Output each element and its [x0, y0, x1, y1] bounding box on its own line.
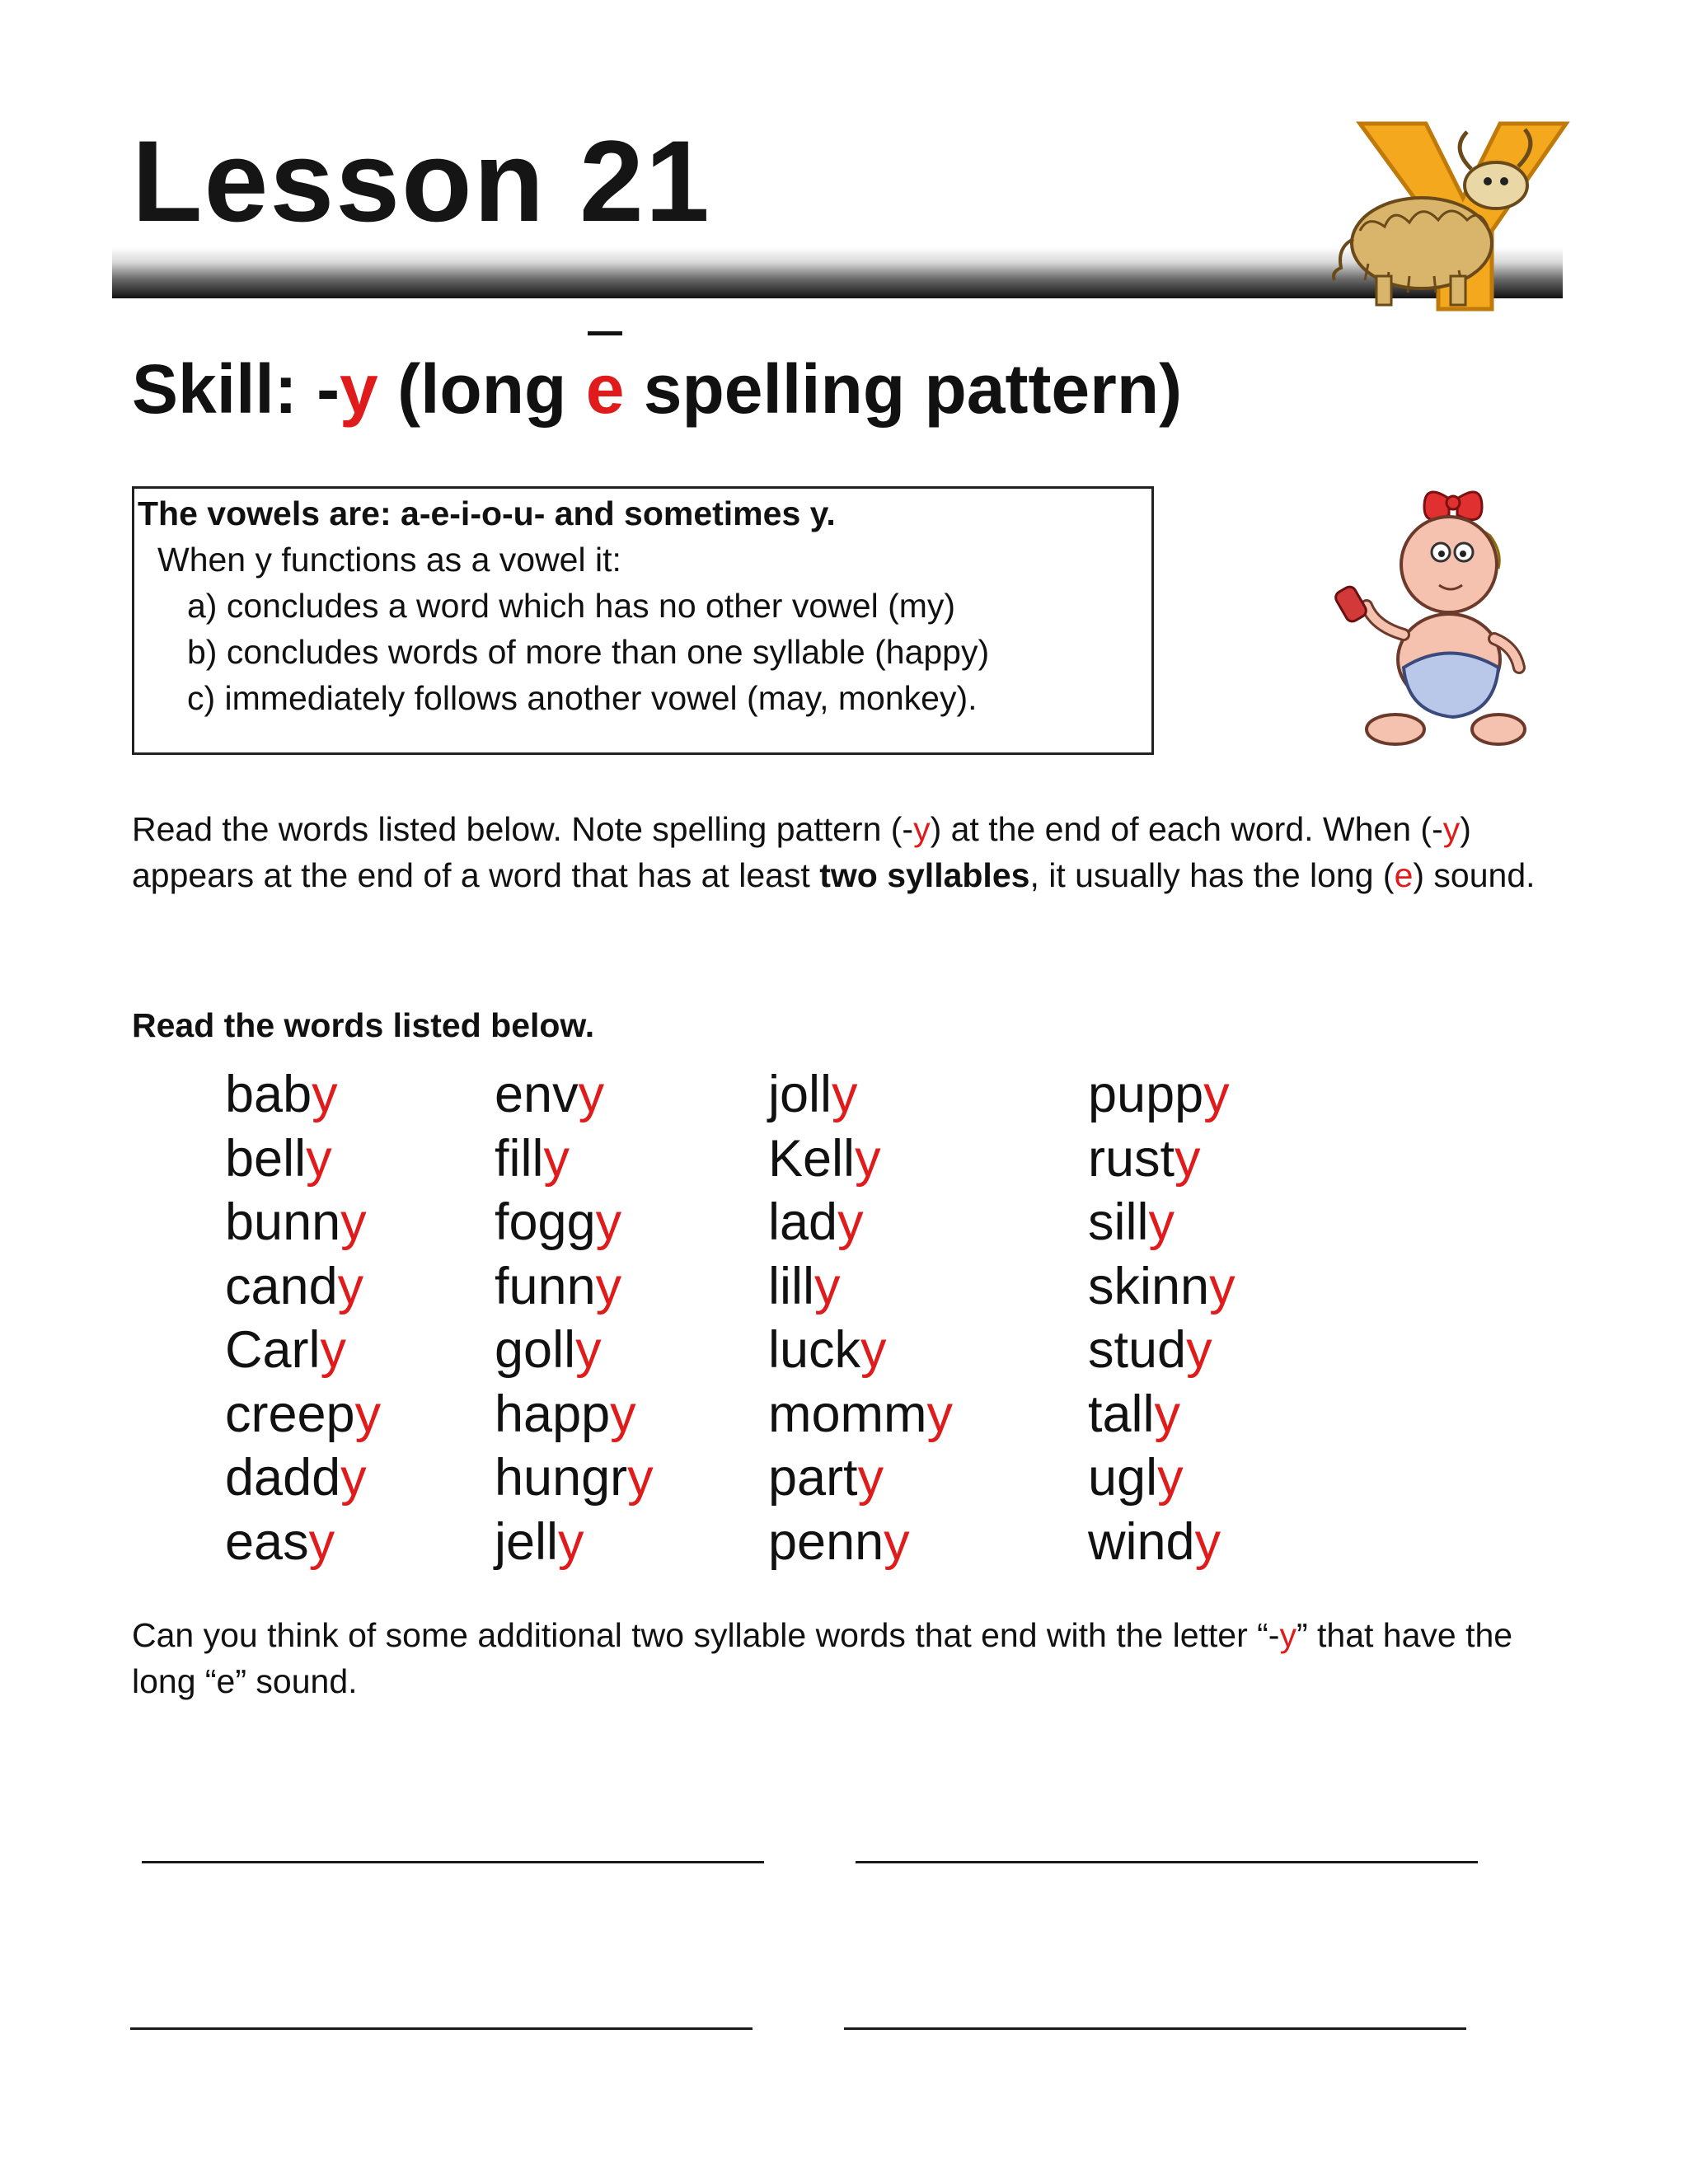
word-item: envy — [495, 1066, 605, 1123]
word-item: tally — [1088, 1385, 1181, 1443]
word-item: foggy — [495, 1193, 622, 1251]
instruction-heading: Read the words listed below. — [132, 1006, 595, 1044]
answer-line-1[interactable] — [142, 1861, 764, 1863]
word-item: candy — [225, 1257, 364, 1315]
intro-red-y-2: y — [1442, 810, 1461, 848]
rule-title: The vowels are: a-e-i-o-u- and sometimes y. — [138, 494, 836, 532]
yak-letter-y-icon — [1327, 107, 1574, 313]
intro-paragraph — [132, 806, 1566, 898]
answer-line-3[interactable] — [130, 2027, 753, 2030]
intro-text-2: ) at the end of each word. When (- — [930, 810, 1443, 848]
word-item: study — [1088, 1321, 1212, 1379]
word-item: creepy — [225, 1385, 382, 1443]
word-column-3 — [768, 1063, 953, 1574]
skill-prefix: Skill: - — [132, 350, 340, 428]
intro-text-5: ) sound. — [1413, 856, 1536, 894]
word-column-4 — [1088, 1063, 1236, 1574]
word-column-1 — [225, 1063, 381, 1574]
intro-red-e: e — [1394, 856, 1414, 894]
skill-letter-y: y — [340, 350, 378, 428]
rule-item-c: c) immediately follows another vowel (may, monkey). — [187, 679, 978, 717]
intro-text-4: , it usually has the long ( — [1029, 856, 1395, 894]
question-text-1: Can you think of some additional two syllable words that end with the letter “- — [132, 1616, 1280, 1654]
word-item: party — [768, 1449, 884, 1507]
word-item: jelly — [495, 1512, 584, 1571]
word-item: ugly — [1088, 1449, 1184, 1507]
word-item: skinny — [1088, 1257, 1236, 1315]
word-item: filly — [495, 1129, 570, 1188]
word-item: rusty — [1088, 1129, 1201, 1188]
word-item: lilly — [768, 1257, 841, 1315]
word-item: bunny — [225, 1193, 367, 1251]
word-item: silly — [1088, 1193, 1175, 1251]
rule-item-a: a) concludes a word which has no other vowel (my) — [187, 587, 956, 625]
intro-red-y-1: y — [913, 810, 931, 848]
macron-bar — [588, 331, 623, 335]
word-item: jolly — [768, 1066, 858, 1123]
skill-heading — [132, 350, 1183, 428]
skill-letter-e: e — [585, 350, 625, 428]
intro-text-3: ) appears at the end of a word that has at least — [132, 810, 1471, 894]
rule-intro: When y functions as a vowel it: — [157, 541, 621, 579]
word-item: puppy — [1088, 1066, 1230, 1123]
long-e-with-macron — [585, 350, 625, 428]
vowel-rule-box — [132, 486, 1154, 755]
answer-line-4[interactable] — [844, 2027, 1466, 2030]
word-item: hungry — [495, 1449, 654, 1507]
word-item: lady — [768, 1193, 864, 1251]
question-paragraph — [132, 1612, 1566, 1704]
word-item: Kelly — [768, 1129, 881, 1188]
baby-with-bottle-icon — [1325, 482, 1540, 758]
word-item: Carly — [225, 1321, 347, 1379]
rule-item-b: b) concludes words of more than one syllable (happy) — [187, 633, 990, 671]
intro-bold-two-syllables: two syllables — [819, 856, 1030, 894]
skill-middle: (long — [377, 350, 586, 428]
question-red-y: y — [1279, 1616, 1296, 1654]
answer-line-2[interactable] — [856, 1861, 1478, 1863]
word-item: golly — [495, 1321, 602, 1379]
word-column-2 — [495, 1063, 654, 1574]
question-text-2: ” that have the long “e” sound. — [132, 1616, 1513, 1700]
skill-suffix: spelling pattern) — [624, 350, 1183, 428]
word-item: lucky — [768, 1321, 887, 1379]
word-item: penny — [768, 1512, 910, 1571]
word-item: easy — [225, 1512, 335, 1571]
word-item: baby — [225, 1066, 338, 1123]
word-item: happy — [495, 1385, 636, 1443]
word-item: daddy — [225, 1449, 367, 1507]
intro-text-1: Read the words listed below. Note spelling pattern (- — [132, 810, 914, 848]
word-item: belly — [225, 1129, 332, 1188]
word-item: mommy — [768, 1385, 953, 1443]
word-item: funny — [495, 1257, 622, 1315]
lesson-title: Lesson 21 — [132, 116, 711, 246]
word-item: windy — [1088, 1512, 1221, 1571]
